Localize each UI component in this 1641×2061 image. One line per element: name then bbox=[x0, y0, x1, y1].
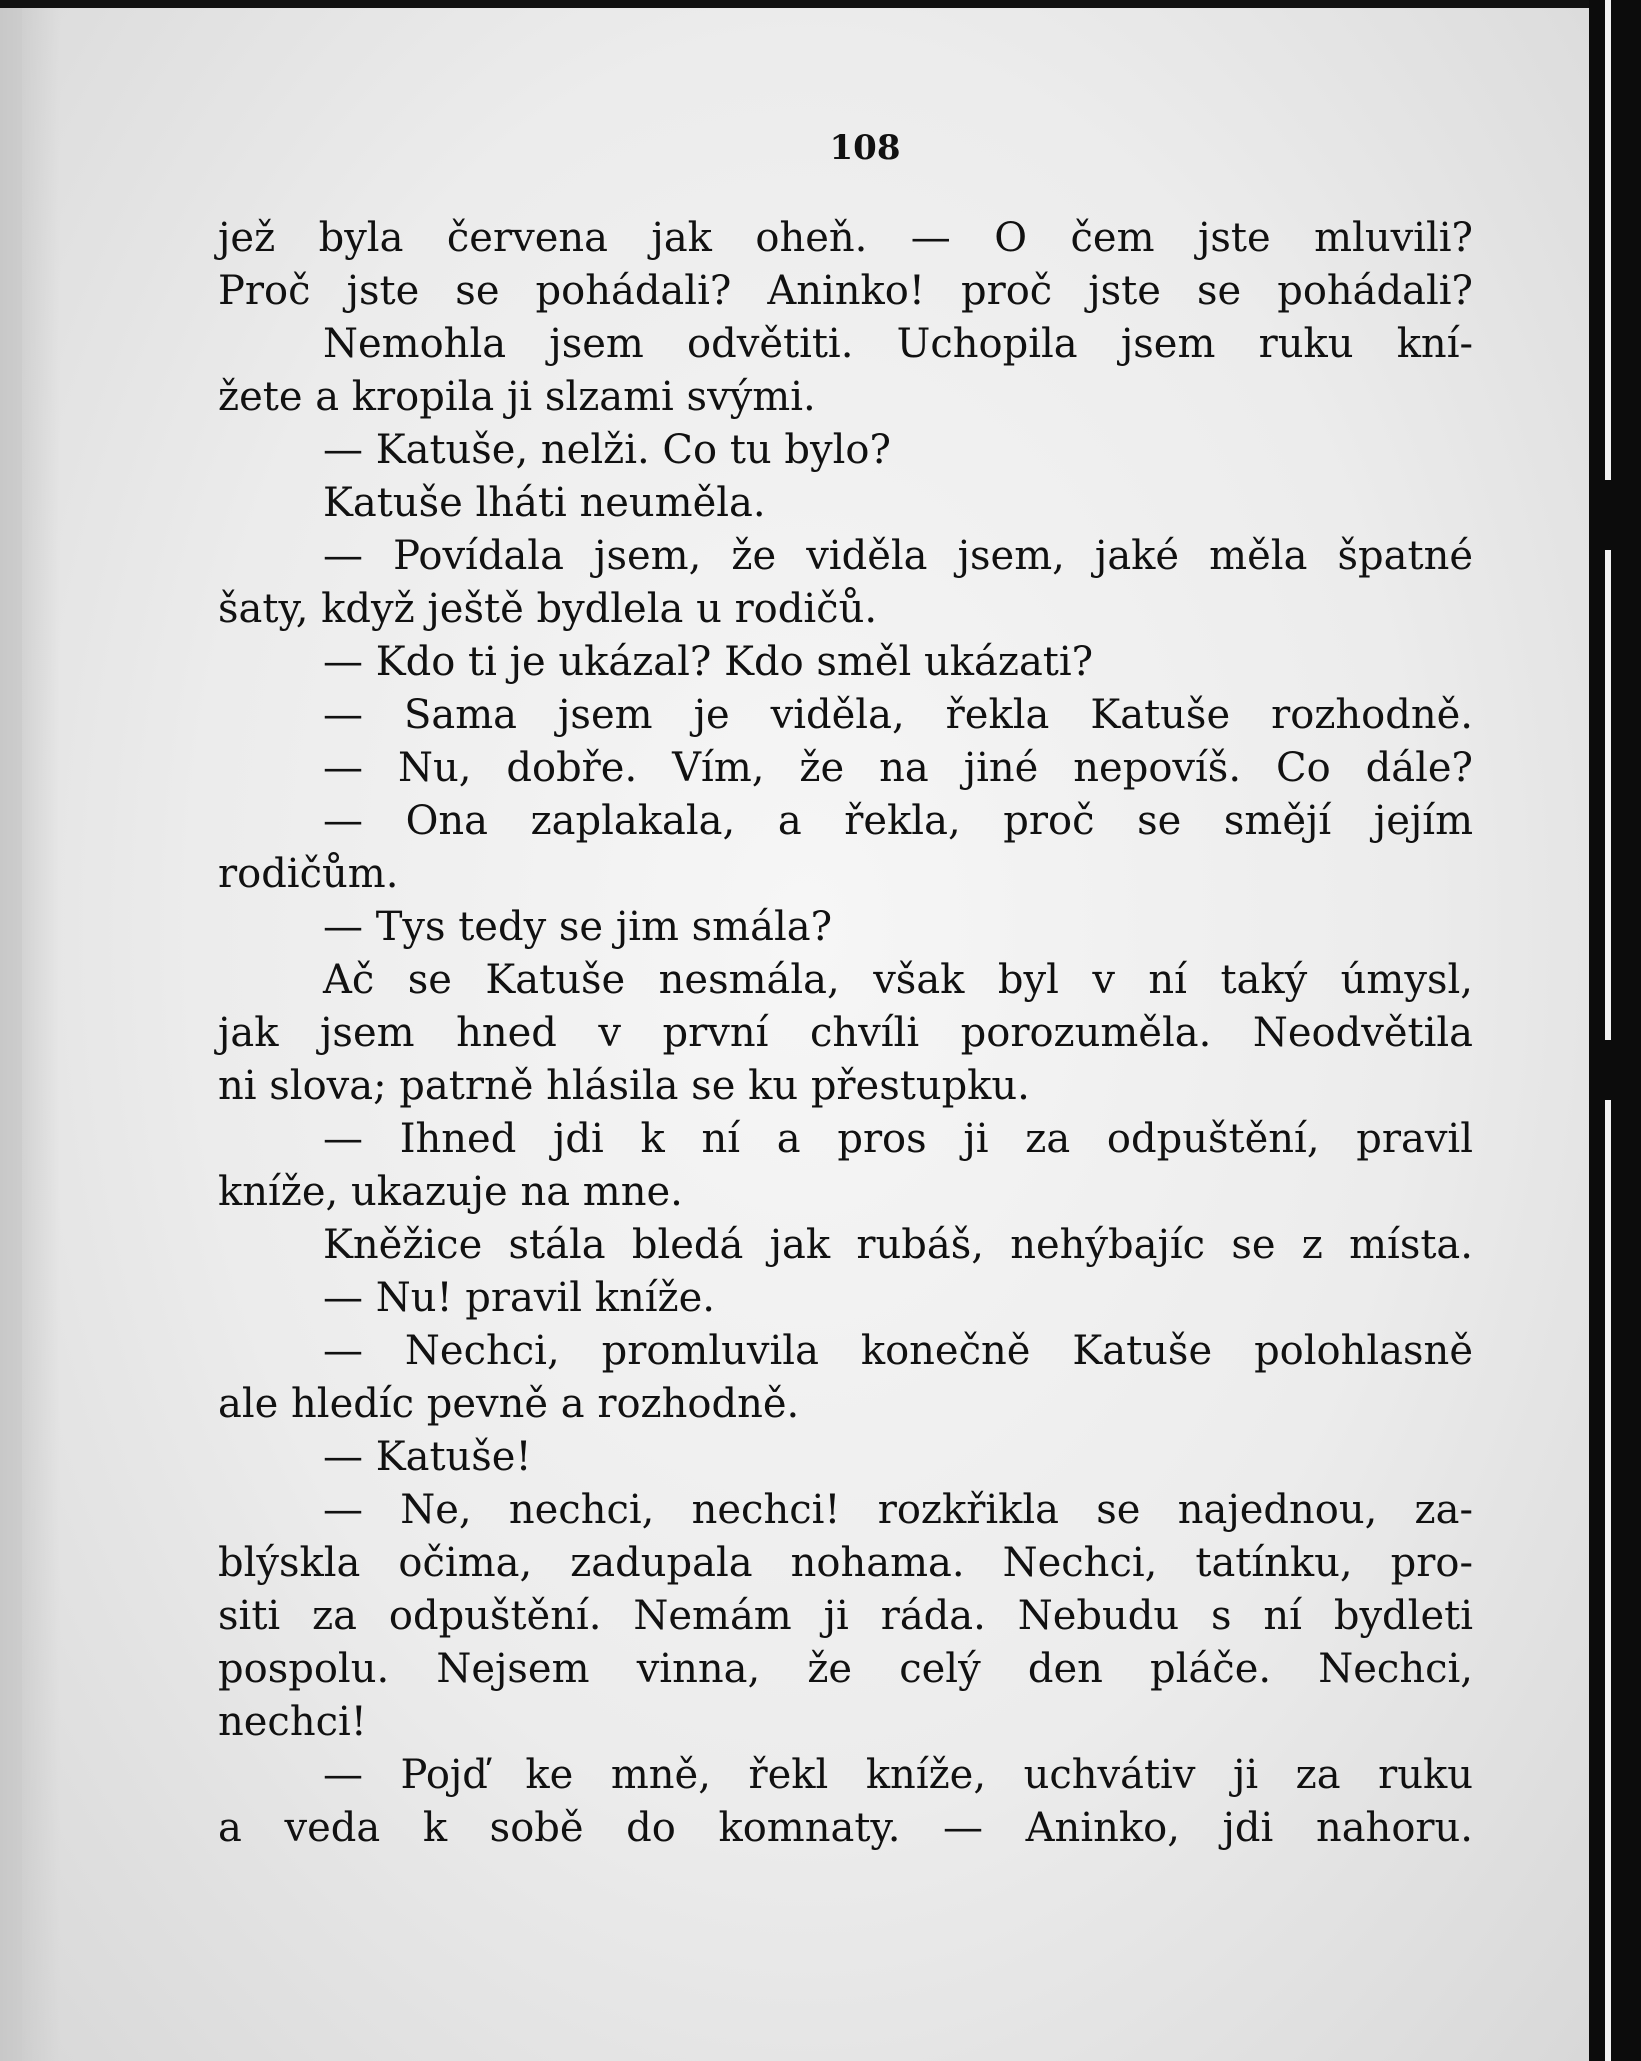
text-line: blýskla očima, zadupala nohama. Nechci, tatínku, pro- bbox=[218, 1540, 1473, 1586]
edge-mark bbox=[1603, 480, 1611, 550]
text-line: — Ihned jdi k ní a pros ji za odpuštění, pravil bbox=[323, 1116, 1473, 1162]
text-line: Ač se Katuše nesmála, však byl v ní taký úmysl, bbox=[323, 957, 1473, 1003]
page-number: 108 bbox=[829, 128, 901, 168]
binding-shadow bbox=[0, 0, 60, 2061]
text-line: Proč jste se pohádali? Aninko! proč jste se pohádali? bbox=[218, 268, 1473, 314]
text-line: — Pojď ke mně, řekl kníže, uchvátiv ji za ruku bbox=[323, 1752, 1473, 1798]
text-line: — Katuše! bbox=[323, 1434, 532, 1480]
text-line: nechci! bbox=[218, 1699, 367, 1745]
edge-mark bbox=[1603, 1040, 1611, 1100]
text-line: Nemohla jsem odvětiti. Uchopila jsem ruku kní- bbox=[323, 321, 1473, 367]
text-line: — Katuše, nelži. Co tu bylo? bbox=[323, 427, 891, 473]
text-line: — Kdo ti je ukázal? Kdo směl ukázati? bbox=[323, 639, 1094, 685]
text-line: kníže, ukazuje na mne. bbox=[218, 1169, 683, 1215]
text-line: — Ona zaplakala, a řekla, proč se smějí jejím bbox=[323, 798, 1473, 844]
text-line: ale hledíc pevně a rozhodně. bbox=[218, 1381, 800, 1427]
text-line: — Tys tedy se jim smála? bbox=[323, 904, 833, 950]
text-line: — Sama jsem je viděla, řekla Katuše rozhodně. bbox=[323, 692, 1473, 738]
text-line: Katuše lháti neuměla. bbox=[323, 480, 766, 526]
body-text bbox=[218, 212, 1473, 1855]
text-line: a veda k sobě do komnaty. — Aninko, jdi nahoru. bbox=[218, 1805, 1473, 1851]
scan-top-border bbox=[0, 0, 1641, 8]
text-line: žete a kropila ji slzami svými. bbox=[218, 374, 816, 420]
text-line: Kněžice stála bledá jak rubáš, nehýbajíc se z místa. bbox=[323, 1222, 1473, 1268]
text-line: — Povídala jsem, že viděla jsem, jaké měla špatné bbox=[323, 533, 1473, 579]
text-line: šaty, když ještě bydlela u rodičů. bbox=[218, 586, 878, 632]
scan-right-strip bbox=[1605, 0, 1611, 2061]
text-line: pospolu. Nejsem vinna, že celý den pláče. Nechci, bbox=[218, 1646, 1473, 1692]
text-line: — Nu, dobře. Vím, že na jiné nepovíš. Co dále? bbox=[323, 745, 1473, 791]
scan-right-border bbox=[1589, 0, 1641, 2061]
text-line: jak jsem hned v první chvíli porozuměla. Neodvětila bbox=[218, 1010, 1473, 1056]
text-line: siti za odpuštění. Nemám ji ráda. Nebudu s ní bydleti bbox=[218, 1593, 1473, 1639]
text-line: rodičům. bbox=[218, 851, 399, 897]
text-line: — Ne, nechci, nechci! rozkřikla se najednou, za- bbox=[323, 1487, 1473, 1533]
text-line: jež byla červena jak oheň. — O čem jste mluvili? bbox=[218, 215, 1473, 261]
text-line: — Nechci, promluvila konečně Katuše polohlasně bbox=[323, 1328, 1473, 1374]
text-line: ni slova; patrně hlásila se ku přestupku. bbox=[218, 1063, 1030, 1109]
text-line: — Nu! pravil kníže. bbox=[323, 1275, 715, 1321]
